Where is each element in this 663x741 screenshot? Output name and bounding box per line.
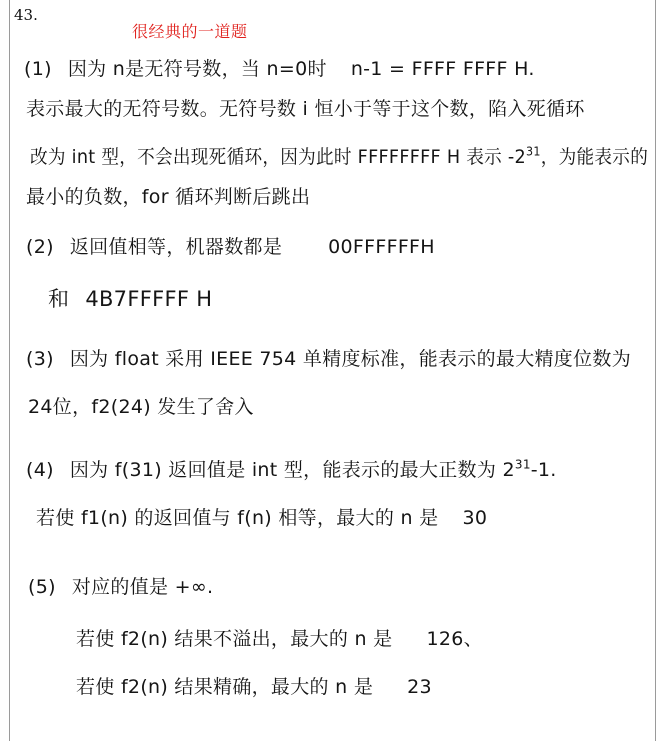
question-number: 43.: [14, 6, 38, 24]
part4-line2-value: 30: [462, 507, 488, 529]
part4-line1: [26, 455, 557, 482]
part1-line3-text: 改为 int 型，不会出现死循环，因为此时 FFFFFFFF H 表示: [30, 146, 503, 168]
part5-line1-text: 对应的值是 +∞.: [71, 576, 214, 598]
part1-label: (1): [24, 58, 52, 80]
part4-line1-exponent: 31: [514, 457, 531, 472]
part5-label: (5): [28, 576, 56, 598]
part4-line1-tail: -1.: [530, 459, 557, 481]
part3-label: (3): [26, 348, 54, 370]
part1-line3: [30, 142, 648, 169]
part4-line1-value: 2: [502, 459, 515, 481]
part3-line1-text: 因为 float 采用 IEEE 754 单精度标准，能表示的最大精度位数为: [69, 348, 631, 370]
part4-line2-text: 若使 f1(n) 的返回值与 f(n) 相等，最大的 n 是: [36, 507, 439, 529]
part5-line3: [76, 672, 432, 699]
part5-line2-text: 若使 f2(n) 结果不溢出，最大的 n 是: [76, 628, 393, 650]
part2-line1-text: 返回值相等，机器数都是: [69, 236, 283, 258]
part5-line2: [76, 624, 483, 651]
part2-line1: [26, 232, 435, 259]
part3-line1: [26, 344, 631, 371]
left-margin-line: [9, 0, 10, 741]
part1-line1-value: n-1 = FFFF FFFF H.: [350, 58, 535, 80]
part1-line1: [24, 54, 535, 81]
part4-label: (4): [26, 459, 54, 481]
part2-line1-value: 00FFFFFFH: [328, 236, 435, 258]
part5-line3-text: 若使 f2(n) 结果精确，最大的 n 是: [76, 676, 374, 698]
part5-line1: [28, 572, 213, 599]
part1-line2: 表示最大的无符号数。无符号数 i 恒小于等于这个数，陷入死循环: [26, 98, 585, 120]
part5-line2-value: 126、: [426, 628, 483, 650]
right-margin-line: [655, 0, 656, 741]
part3-line2: 24位，f2(24) 发生了舍入: [28, 396, 254, 418]
part1-line4: 最小的负数，for 循环判断后跳出: [26, 186, 311, 208]
part1-line1-text: 因为 n是无符号数，当 n=0时: [67, 58, 327, 80]
part2-line2-value: 4B7FFFFF H: [85, 287, 213, 311]
part1-line3-value: -2: [507, 146, 527, 168]
part5-line3-value: 23: [407, 676, 432, 698]
part4-line1-text: 因为 f(31) 返回值是 int 型，能表示的最大正数为: [69, 459, 497, 481]
part2-line2-prefix: 和: [48, 287, 70, 311]
part4-line2: [36, 503, 487, 530]
header-note: 很经典的一道题: [132, 22, 248, 41]
part1-line3-tail: ，为能表示的: [540, 146, 649, 168]
part2-label: (2): [26, 236, 54, 258]
part1-line3-exponent: 31: [526, 144, 541, 159]
part2-line2: [48, 283, 212, 313]
